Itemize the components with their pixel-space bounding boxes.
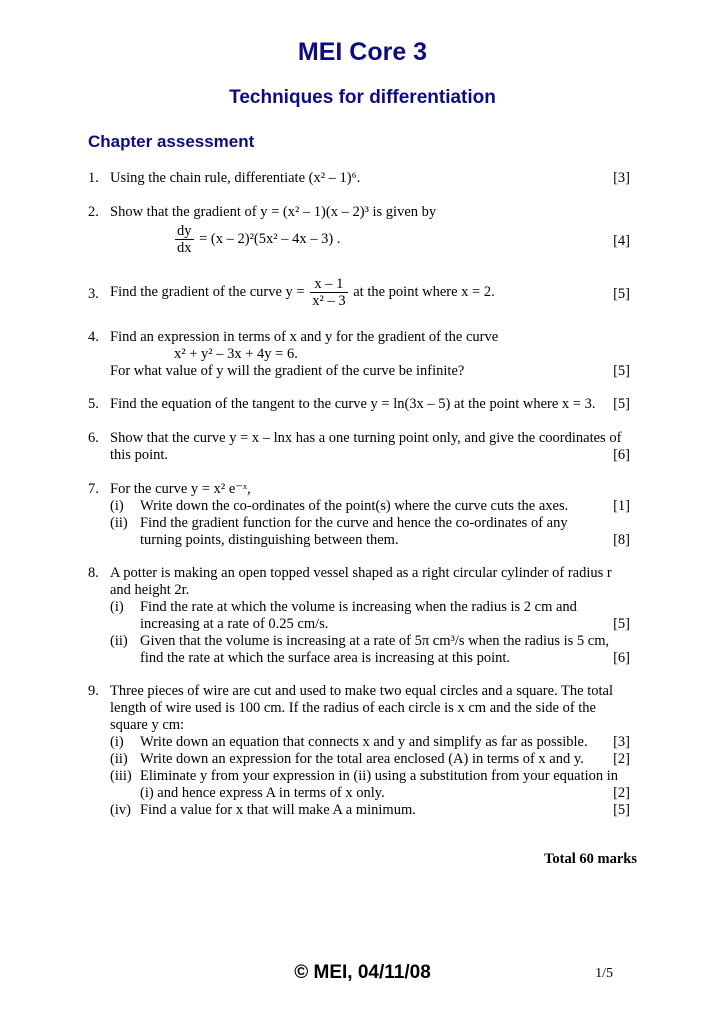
question-text: length of wire used is 100 cm. If the radius of each circle is x cm and the side of the (110, 700, 596, 716)
question-number: 5. (88, 396, 99, 412)
part-8-i (88, 599, 630, 616)
part-marks: [5] (613, 616, 630, 632)
fraction-numerator: dy (177, 223, 192, 239)
question-equation: x² + y² – 3x + 4y = 6. (174, 346, 298, 362)
part-7-ii-cont (88, 532, 630, 549)
part-text: (i) and hence express A in terms of x only. (140, 785, 385, 801)
part-label: (i) (110, 498, 124, 514)
question-text: For the curve y = x² e⁻ˣ, (110, 481, 251, 497)
question-text: Show that the gradient of y = (x² – 1)(x – 2)³ is given by (110, 204, 437, 220)
question-text: Show that the curve y = x – lnx has a one turning point only, and give the coordinates of (110, 430, 622, 446)
question-number: 1. (88, 170, 99, 186)
question-3 (88, 276, 630, 312)
part-7-i (88, 498, 630, 515)
question-6 (88, 430, 630, 464)
question-2 (88, 204, 630, 259)
part-marks: [3] (613, 734, 630, 750)
question-number: 6. (88, 430, 99, 446)
question-marks: [4] (613, 233, 630, 249)
fraction-denominator: x² – 3 (312, 293, 346, 309)
part-marks: [1] (613, 498, 630, 514)
question-text: A potter is making an open topped vessel shaped as a right circular cylinder of radius r (110, 565, 612, 581)
part-label: (ii) (110, 751, 128, 767)
page-title: MEI Core 3 (297, 38, 428, 66)
question-marks: [6] (613, 447, 630, 463)
question-number: 7. (88, 481, 99, 497)
part-text: Write down the co-ordinates of the point(s) where the curve cuts the axes. (140, 498, 569, 514)
part-text: Find the rate at which the volume is increasing when the radius is 2 cm and (140, 599, 577, 615)
formula-rhs: = (x – 2)²(5x² – 4x – 3) . (199, 230, 341, 247)
question-7 (88, 481, 630, 549)
question-text: For what value of y will the gradient of the curve be infinite? (110, 363, 465, 379)
part-8-ii-cont (88, 650, 630, 667)
footer-copyright: © MEI, 04/11/08 (294, 962, 431, 983)
question-8 (88, 565, 630, 667)
question-text: this point. (110, 447, 169, 463)
section-heading: Chapter assessment (88, 132, 255, 151)
question-number: 9. (88, 683, 99, 699)
question-9 (88, 683, 630, 819)
part-label: (ii) (110, 633, 128, 649)
curve-fraction (310, 276, 347, 309)
question-number: 2. (88, 204, 99, 220)
part-9-iv (88, 802, 630, 819)
page-subtitle: Techniques for differentiation (229, 87, 496, 108)
part-text: Write down an equation that connects x and y and simplify as far as possible. (140, 734, 588, 750)
page-number: 1/5 (595, 966, 613, 981)
part-marks: [5] (613, 802, 630, 818)
part-label: (iv) (110, 802, 131, 818)
question-number: 4. (88, 329, 99, 345)
fraction-numerator: x – 1 (310, 276, 347, 293)
part-9-iii-cont (88, 785, 630, 802)
part-text: Given that the volume is increasing at a rate of 5π cm³/s when the radius is 5 cm, (140, 633, 610, 649)
question-marks: [5] (613, 396, 630, 412)
question-number: 8. (88, 565, 99, 581)
part-marks: [2] (613, 751, 630, 767)
total-marks: Total 60 marks (544, 851, 637, 867)
question-4 (88, 329, 630, 380)
part-marks: [6] (613, 650, 630, 666)
question-5 (88, 396, 630, 413)
derivative-formula (88, 223, 630, 259)
part-text: increasing at a rate of 0.25 cm/s. (140, 616, 329, 632)
question-number: 3. (88, 286, 99, 302)
question-text: Find an expression in terms of x and y for the gradient of the curve (110, 329, 499, 345)
question-marks: [5] (613, 286, 630, 302)
question-marks: [5] (613, 363, 630, 379)
part-7-ii (88, 515, 630, 532)
part-9-iii (88, 768, 630, 785)
part-marks: [2] (613, 785, 630, 801)
part-8-i-cont (88, 616, 630, 633)
question-text: Find the gradient of the curve y = (110, 283, 305, 300)
question-text-row (88, 276, 630, 312)
question-text: Three pieces of wire are cut and used to make two equal circles and a square. The total (110, 683, 613, 699)
part-label: (i) (110, 734, 124, 750)
question-text-after: at the point where x = 2. (353, 283, 495, 300)
question-text: Find the equation of the tangent to the curve y = ln(3x – 5) at the point where x = 3. (110, 396, 596, 412)
part-text: Find the gradient function for the curve and hence the co-ordinates of any (140, 515, 568, 531)
part-9-i (88, 734, 630, 751)
part-label: (ii) (110, 515, 128, 531)
question-text: and height 2r. (110, 582, 190, 598)
part-8-ii (88, 633, 630, 650)
derivative-fraction (175, 223, 194, 256)
part-text: Write down an expression for the total area enclosed (A) in terms of x and y. (140, 751, 584, 767)
question-text: Using the chain rule, differentiate (x² – 1)⁶. (110, 170, 361, 186)
part-label: (iii) (110, 768, 132, 784)
part-label: (i) (110, 599, 124, 615)
part-text: turning points, distinguishing between them. (140, 532, 399, 548)
part-text: Eliminate y from your expression in (ii) using a substitution from your equation in (140, 768, 619, 784)
part-marks: [8] (613, 532, 630, 548)
question-marks: [3] (613, 170, 630, 186)
question-1 (88, 170, 630, 187)
part-9-ii (88, 751, 630, 768)
part-text: find the rate at which the surface area is increasing at this point. (140, 650, 511, 666)
part-text: Find a value for x that will make A a minimum. (140, 802, 416, 818)
question-text: square y cm: (110, 717, 185, 733)
fraction-denominator: dx (177, 240, 192, 256)
